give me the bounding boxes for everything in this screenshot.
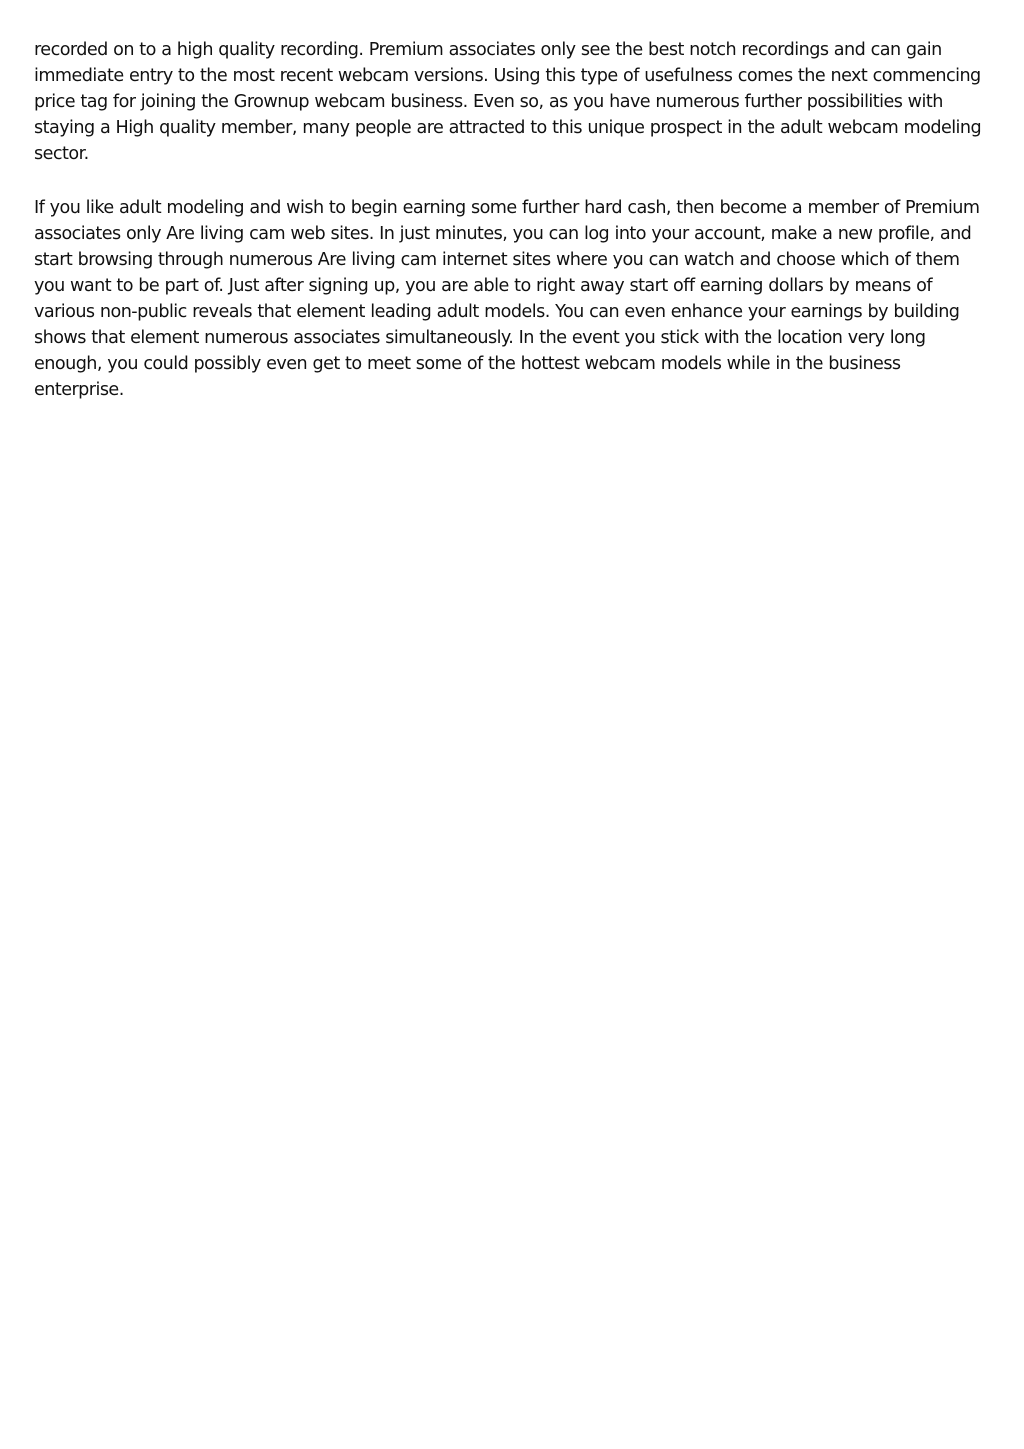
paragraph-1: recorded on to a high quality recording. Premium associates only see the best notch recordings and can gain immediate entry to the most recent webcam versions. Using this type of usefulness comes the next commencing price tag for joining the Grownup webcam business. Even so, as you have numerous further possibilities with staying a High quality member, many people are attracted to this unique prospect in the adult webcam modeling sector. [34,40,982,164]
paragraph-2: If you like adult modeling and wish to begin earning some further hard cash, then become a member of Premium associates only Are living cam web sites. In just minutes, you can log into your account, make a new profile, and start browsing through numerous Are living cam internet sites where you can watch and choose which of them you want to be part of. Just after signing up, you are able to right away start off earning dollars by means of various non-public reveals that element leading adult models. You can even enhance your earnings by building shows that element numerous associates simultaneously. In the event you stick with the location very long enough, you could possibly even get to meet some of the hottest webcam models while in the business enterprise. [34,198,980,400]
document-body [34,37,990,431]
